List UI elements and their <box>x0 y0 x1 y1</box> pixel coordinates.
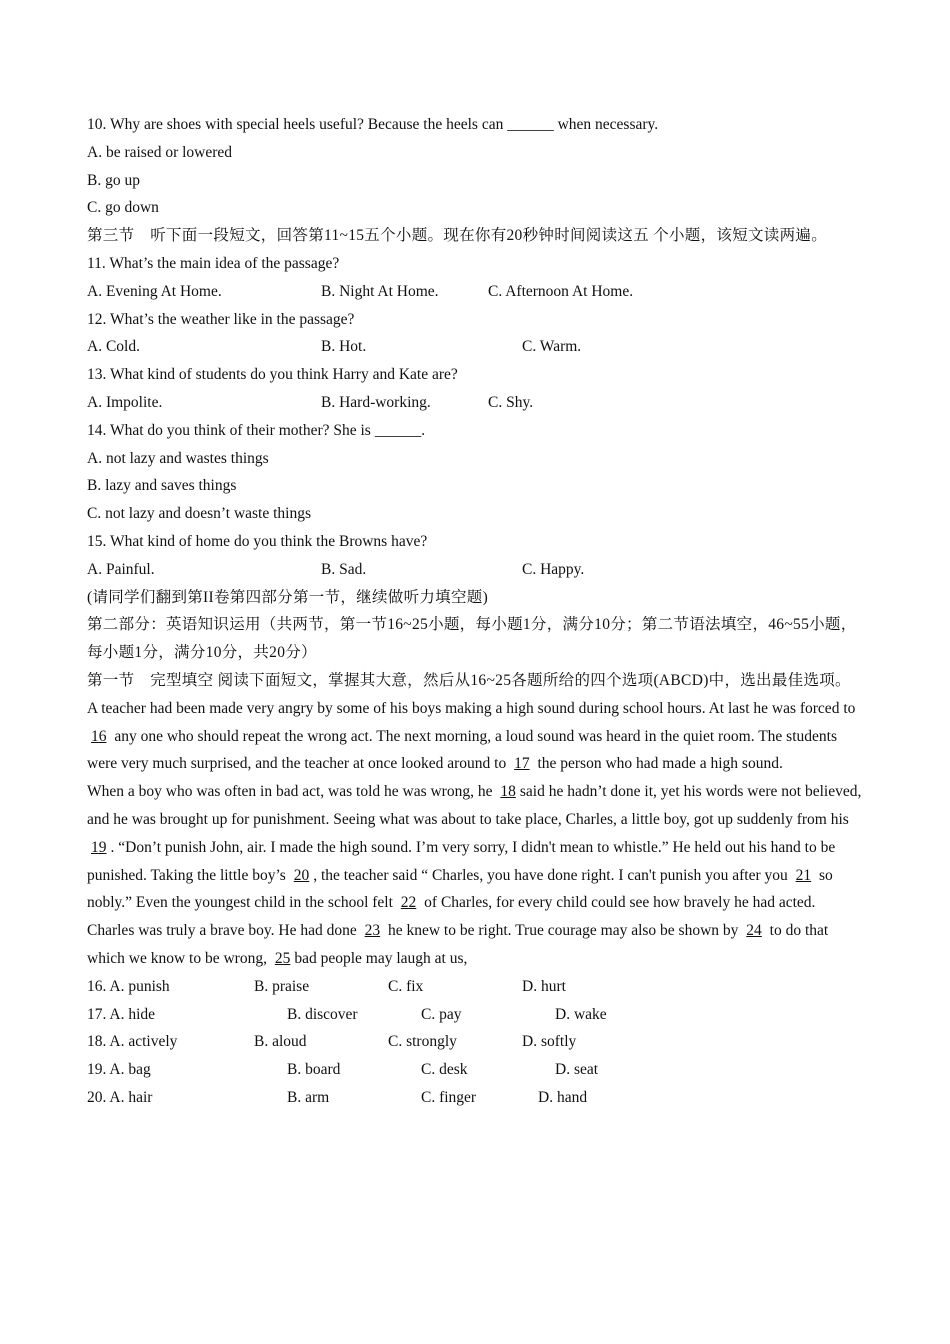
q13-options <box>87 389 862 417</box>
q12-stem: 12. What’s the weather like in the passage? <box>87 310 355 328</box>
q20-options <box>87 1084 862 1112</box>
passage-text: When a boy who was often in bad act, was told he was wrong, he <box>87 783 497 801</box>
q11-stem: 11. What’s the main idea of the passage? <box>87 254 340 272</box>
passage-text: . “Don’t punish John, air. I made the high sound. I’m very sorry, I didn't mean to whistle.” He held out his hand to be punished. Taking the little boy’s <box>87 838 836 884</box>
passage-text: said he hadn’t done it, yet his words were not believed, and he was brought up for punishment. Seeing what was about to take place, Charles, a little boy, got up suddenly from his <box>87 783 862 828</box>
q18-option-a: 18. A. actively <box>87 1033 178 1051</box>
q14-option-a: A. not lazy and wastes things <box>87 449 269 467</box>
q10-option-a: A. be raised or lowered <box>87 143 233 161</box>
q18-option-b: B. aloud <box>254 1033 307 1051</box>
q14-option-b: B. lazy and saves things <box>87 477 237 495</box>
q15-option-b: B. Sad. <box>321 560 367 578</box>
passage-text: of Charles, for every child could see how bravely he had acted. <box>420 894 816 912</box>
blank-18: 18 <box>500 783 516 801</box>
q11-option-a: A. Evening At Home. <box>87 282 222 300</box>
q18-option-d: D. softly <box>522 1033 577 1051</box>
blank-24: 24 <box>746 922 762 940</box>
blank-25: 25 <box>274 949 291 967</box>
q20-option-a: 20. A. hair <box>87 1088 153 1106</box>
q10-option-c: C. go down <box>87 199 159 217</box>
q17-option-d: D. wake <box>555 1005 607 1023</box>
q16-options <box>87 973 862 1001</box>
q16-option-d: D. hurt <box>522 977 566 995</box>
q15-stem: 15. What kind of home do you think the Browns have? <box>87 532 428 550</box>
q10-option-b: B. go up <box>87 171 140 189</box>
passage-text: the person who had made a high sound. <box>533 755 783 773</box>
q18-options <box>87 1028 862 1056</box>
blank-17: 17 <box>514 755 530 773</box>
blank-23: 23 <box>364 922 381 940</box>
passage-text: any one who should repeat the wrong act. The next morning, a loud sound was heard in the quiet room. The students were very much surprised, and the teacher at once looked around to <box>87 727 837 773</box>
q17-options <box>87 1001 862 1029</box>
q17-option-b: B. discover <box>287 1005 358 1023</box>
part2-section1-intro: 第一节 完型填空 阅读下面短文，掌握其大意，然后从16~25各题所给的四个选项(ABCD)中，选出最佳选项。 <box>87 671 851 689</box>
q14-option-c: C. not lazy and doesn’t waste things <box>87 505 312 523</box>
passage-paragraph-2 <box>87 778 862 917</box>
q11-options <box>87 278 862 306</box>
q10-stem: 10. Why are shoes with special heels useful? Because the heels can ______ when necessary. <box>87 116 659 133</box>
q15-options <box>87 556 862 584</box>
section3-intro: 第三节 听下面一段短文，回答第11~15五个小题。现在你有20秒钟时间阅读这五 个小题，该短文读两遍。 <box>87 227 827 245</box>
q12-option-a: A. Cold. <box>87 338 140 356</box>
passage-text: bad people may laugh at us, <box>294 949 468 967</box>
q11-option-b: B. Night At Home. <box>321 282 439 300</box>
q16-option-b: B. praise <box>254 977 310 995</box>
passage-text: A teacher had been made very angry by some of his boys making a high sound during school hours. At last he was forced to <box>87 699 856 717</box>
blank-20: 20 <box>293 866 310 884</box>
blank-21: 21 <box>795 866 812 884</box>
q13-option-c: C. Shy. <box>488 393 534 411</box>
passage-text: he knew to be right. True courage may also be shown by <box>384 922 743 940</box>
q12-option-b: B. Hot. <box>321 338 367 356</box>
blank-19: 19 <box>91 838 107 856</box>
passage-paragraph-3 <box>87 917 862 973</box>
q12-options <box>87 333 862 361</box>
q13-option-b: B. Hard-working. <box>321 393 431 411</box>
q11-option-c: C. Afternoon At Home. <box>488 282 634 300</box>
blank-22: 22 <box>400 894 417 912</box>
q20-option-b: B. arm <box>287 1088 330 1106</box>
passage-text: so nobly.” Even the youngest child in the school felt <box>87 866 833 912</box>
q19-option-d: D. seat <box>555 1061 599 1079</box>
q12-option-c: C. Warm. <box>522 338 582 356</box>
blank-16: 16 <box>91 727 107 745</box>
q19-option-a: 19. A. bag <box>87 1061 151 1079</box>
passage-text: to do that which we know to be wrong, <box>87 922 829 967</box>
q19-options <box>87 1056 862 1084</box>
q15-option-c: C. Happy. <box>522 560 585 578</box>
q20-option-d: D. hand <box>538 1088 588 1106</box>
q16-option-a: 16. A. punish <box>87 977 170 995</box>
turn-page-note: (请同学们翻到第II卷第四部分第一节，继续做听力填空题) <box>87 588 489 606</box>
passage-paragraph-1 <box>87 695 862 778</box>
q17-option-a: 17. A. hide <box>87 1005 156 1023</box>
q19-option-b: B. board <box>287 1061 341 1079</box>
q15-option-a: A. Painful. <box>87 560 155 578</box>
passage-text: Charles was truly a brave boy. He had done <box>87 922 361 940</box>
passage-text: , the teacher said “ Charles, you have done right. I can't punish you after you <box>313 866 792 884</box>
q17-option-c: C. pay <box>421 1005 462 1023</box>
q19-option-c: C. desk <box>421 1061 468 1079</box>
q14-stem: 14. What do you think of their mother? She is ______. <box>87 421 426 439</box>
part2-intro: 第二部分：英语知识运用（共两节，第一节16~25小题，每小题1分，满分10分；第二节语法填空，46~55小题，每小题1分，满分10分，共20分） <box>87 616 857 662</box>
q13-option-a: A. Impolite. <box>87 393 163 411</box>
q20-option-c: C. finger <box>421 1088 477 1106</box>
q18-option-c: C. strongly <box>388 1033 457 1051</box>
exam-page <box>87 111 862 1112</box>
q16-option-c: C. fix <box>388 977 424 995</box>
q13-stem: 13. What kind of students do you think Harry and Kate are? <box>87 366 458 384</box>
